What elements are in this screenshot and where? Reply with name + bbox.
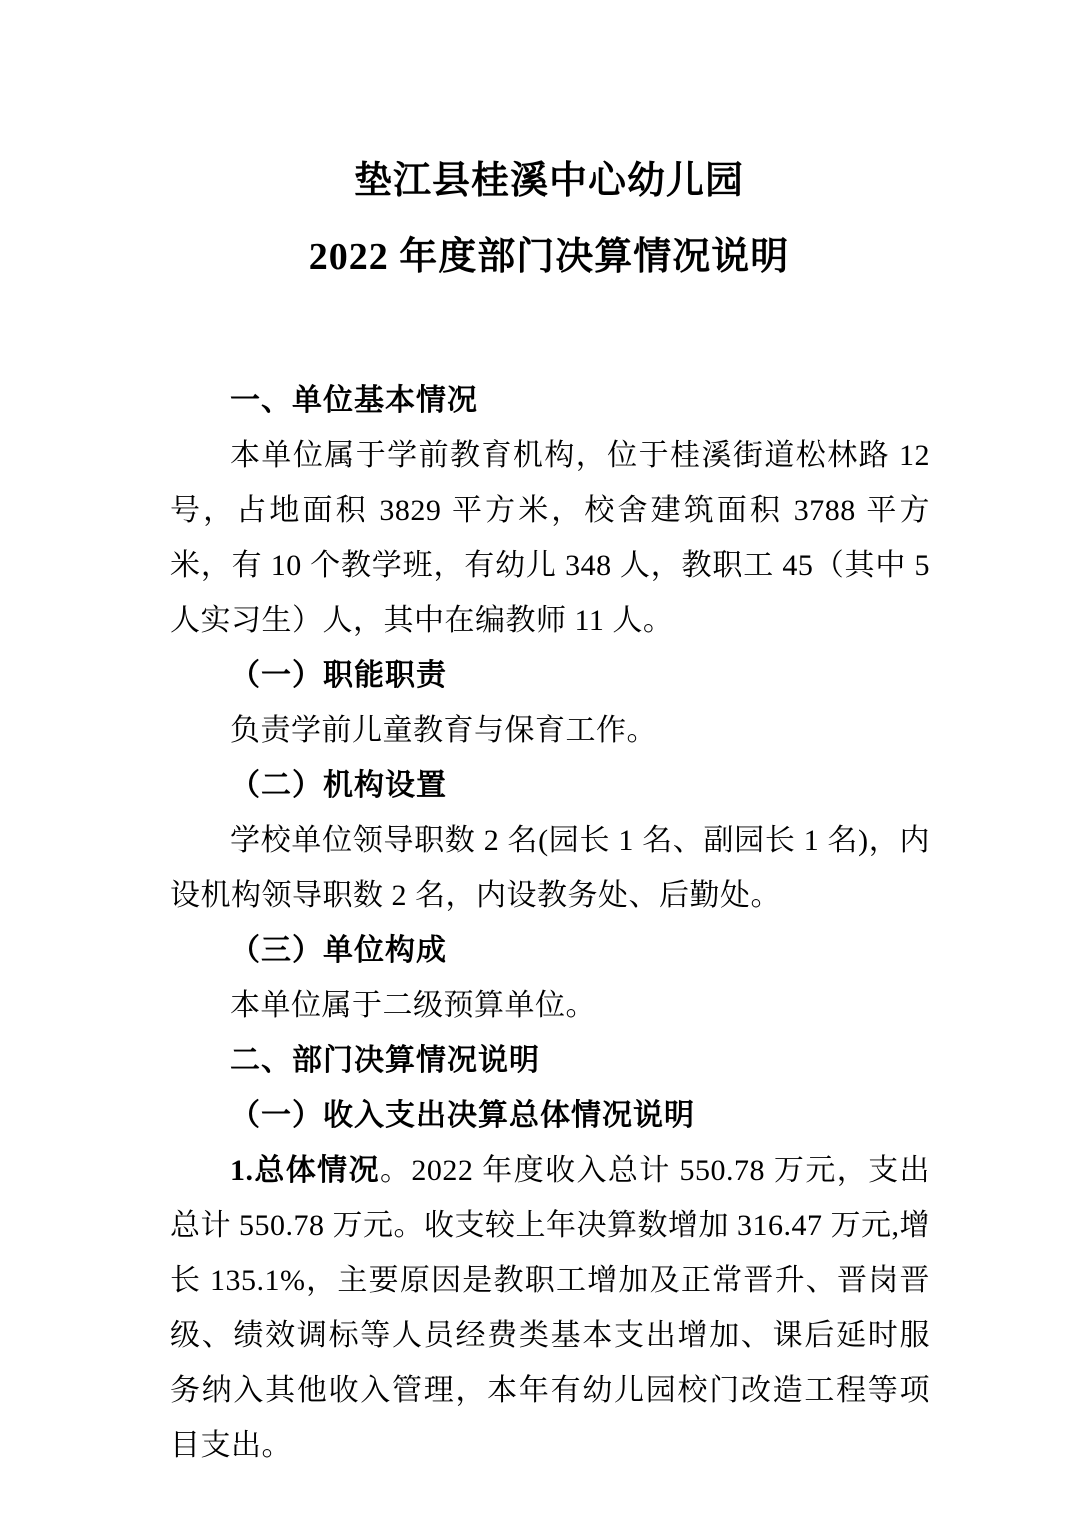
document-paragraph: 本单位属于学前教育机构，位于桂溪街道松林路 12 号，占地面积 3829 平方米，校舍建筑面积 3788 平方米，有 10 个教学班，有幼儿 348 人，教职工 45（其中 5 人实习生）人，其中在编教师 11 人。	[170, 439, 930, 637]
document-title	[170, 143, 928, 295]
document-paragraph: 本单位属于二级预算单位。	[230, 989, 596, 1022]
paragraph-lead: 1.总体情况	[230, 1154, 380, 1187]
section-heading: 二、部门决算情况说明	[230, 1044, 540, 1077]
document-paragraph: 负责学前儿童教育与保育工作。	[230, 714, 657, 747]
sub-section-heading: （三）单位构成	[230, 934, 447, 967]
document-title-line2: 2022 年度部门决算情况说明	[308, 236, 790, 278]
sub-section-heading: （一）收入支出决算总体情况说明	[230, 1099, 695, 1132]
document-paragraph: 学校单位领导职数 2 名(园长 1 名、副园长 1 名)，内设机构领导职数 2 名，内设教务处、后勤处。	[170, 824, 930, 912]
document-body	[170, 373, 930, 1473]
sub-section-heading: （一）职能职责	[230, 659, 447, 692]
document-paragraph: 1.总体情况。2022 年度收入总计 550.78 万元，支出总计 550.78 万元。收支较上年决算数增加 316.47 万元,增长 135.1%，主要原因是教职工增加及正常晋升、晋岗晋级、绩效调标等人员经费类基本支出增加、课后延时服务纳入其他收入管理，本年有幼儿园校门改造工程等项目支出。	[170, 1154, 931, 1462]
section-heading: 一、单位基本情况	[230, 384, 478, 417]
document-title-line1: 垫江县桂溪中心幼儿园	[353, 160, 744, 202]
sub-section-heading: （二）机构设置	[230, 769, 447, 802]
